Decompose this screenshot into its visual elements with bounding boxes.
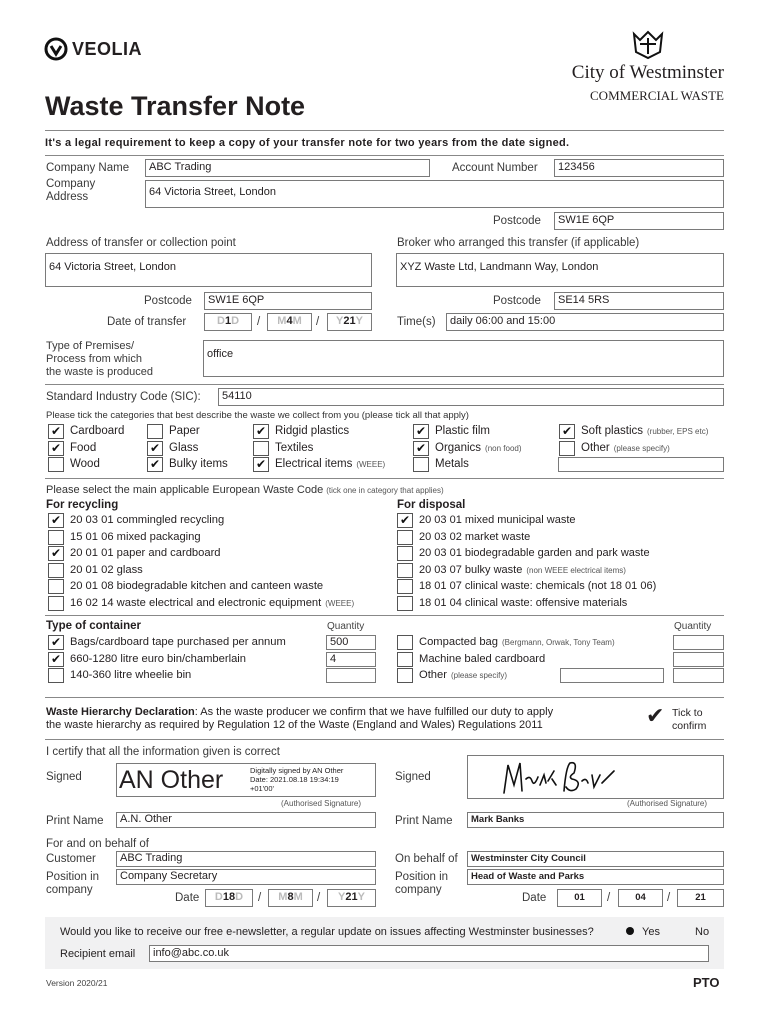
option-text: 140-360 litre wheelie bin <box>70 669 192 681</box>
broker-postcode-label: Postcode <box>493 295 541 307</box>
option-label-cont-l-2 <box>70 669 191 681</box>
day-placeholder-b: D <box>235 891 244 903</box>
option-text: Paper <box>169 425 200 437</box>
option-label-cat-10 <box>435 442 522 454</box>
option-label-cat-6 <box>275 425 349 437</box>
company-postcode-label: Postcode <box>493 215 541 227</box>
tick-label: Tick to confirm <box>672 707 707 732</box>
option-label-cat-4 <box>169 442 198 454</box>
month-placeholder-b: M <box>293 891 303 903</box>
option-label-cat-12 <box>581 425 708 437</box>
producer-date-year[interactable]: Y21Y <box>327 889 376 907</box>
option-text: Glass <box>169 441 199 454</box>
quantity-field-right-0[interactable] <box>673 635 724 650</box>
option-text: Textiles <box>275 441 314 454</box>
producer-date-label: Date <box>175 892 200 904</box>
collector-auth-label: (Authorised Signature) <box>627 799 708 808</box>
producer-position-label-2: company <box>46 884 93 896</box>
option-label-cat-2 <box>70 458 100 470</box>
producer-auth-label: (Authorised Signature) <box>281 799 362 808</box>
option-text: Plastic film <box>435 425 490 437</box>
checkbox-rec-4[interactable] <box>48 579 64 594</box>
option-label-cat-7 <box>275 442 313 454</box>
option-label-disp-3 <box>419 564 626 576</box>
quantity-field-right-2[interactable] <box>673 668 724 683</box>
company-address-field[interactable]: 64 Victoria Street, London <box>145 180 724 208</box>
option-label-cat-1 <box>70 442 96 454</box>
checkbox-cont-r-2[interactable] <box>397 668 413 683</box>
checkbox-rec-5[interactable] <box>48 596 64 611</box>
checkbox-cont-r-1[interactable] <box>397 652 413 667</box>
email-label: Recipient email <box>60 948 136 960</box>
option-text: 20 03 01 commingled recycling <box>70 514 225 526</box>
option-label-rec-0 <box>70 514 224 526</box>
account-number-label: Account Number <box>452 162 538 174</box>
producer-print-label: Print Name <box>46 815 104 827</box>
option-label-cat-9 <box>435 425 490 437</box>
producer-signature-name: AN Other <box>119 766 224 794</box>
producer-signed-label: Signed <box>46 771 82 783</box>
option-label-cont-l-1 <box>70 653 246 665</box>
option-text: 20 01 02 glass <box>70 563 143 576</box>
option-note: (Bergmann, Orwak, Tony Team) <box>502 638 615 647</box>
checkbox-cat-8[interactable]: ✔ <box>253 457 269 472</box>
option-label-rec-5 <box>70 597 354 609</box>
ewc-intro: Please select the main applicable European Waste Code (tick one in category that applies) <box>46 484 444 496</box>
other-container-field[interactable] <box>560 668 664 683</box>
collector-date-year[interactable]: 21 <box>677 889 724 907</box>
checkbox-cat-1[interactable]: ✔ <box>48 441 64 456</box>
option-label-rec-2 <box>70 547 221 559</box>
option-text: 20 03 01 mixed municipal waste <box>419 514 576 526</box>
quantity-field-0[interactable]: 500 <box>326 635 376 650</box>
collector-behalf-field[interactable]: Westminster City Council <box>467 851 724 867</box>
option-label-disp-1 <box>419 531 530 543</box>
option-text: Bags/cardboard tape purchased per annum <box>70 636 286 648</box>
option-text: Metals <box>435 458 469 470</box>
option-label-rec-3 <box>70 564 143 576</box>
westminster-crest-icon <box>630 30 666 63</box>
checkbox-cat-5[interactable]: ✔ <box>147 457 163 472</box>
checkbox-cat-6[interactable]: ✔ <box>253 424 269 439</box>
option-text: 15 01 06 mixed packaging <box>70 530 201 543</box>
veolia-logo <box>44 37 142 61</box>
collector-date-label: Date <box>522 892 547 904</box>
transfer-date-year[interactable]: Y21Y <box>327 313 372 331</box>
option-label-cat-5 <box>169 458 228 470</box>
page-title: Waste Transfer Note <box>45 91 306 121</box>
collector-signed-label: Signed <box>395 771 431 783</box>
checkbox-cat-4[interactable]: ✔ <box>147 441 163 456</box>
checkbox-disp-2[interactable] <box>397 546 413 561</box>
option-text: 18 01 04 clinical waste: offensive materials <box>419 596 628 609</box>
option-text: 20 03 07 bulky waste <box>419 563 523 576</box>
premises-field[interactable]: office <box>203 340 724 377</box>
option-text: Bulky items <box>169 458 228 470</box>
checkbox-rec-3[interactable] <box>48 563 64 578</box>
version-label: Version 2020/21 <box>46 978 108 988</box>
option-label-cont-r-2 <box>419 669 507 681</box>
option-label-disp-5 <box>419 597 627 609</box>
account-number-field[interactable]: 123456 <box>554 159 724 177</box>
transfer-date-label: Date of transfer <box>107 316 187 328</box>
collector-position-label-2: company <box>395 884 442 896</box>
checkbox-cont-l-1[interactable]: ✔ <box>48 652 64 667</box>
container-heading: Type of container <box>46 620 141 632</box>
checkbox-cat-13[interactable] <box>559 441 575 456</box>
option-text: Machine baled cardboard <box>419 652 546 665</box>
premises-label-3: the waste is produced <box>46 366 154 378</box>
month-placeholder-a: M <box>278 891 288 903</box>
radio-filled-icon <box>626 927 634 935</box>
checkbox-cat-7[interactable] <box>253 441 269 456</box>
checkbox-cat-12[interactable]: ✔ <box>559 424 575 439</box>
legal-notice: It's a legal requirement to keep a copy of your transfer note for two years from the date signed. <box>45 137 570 149</box>
behalf-text: For and on behalf of <box>46 838 149 850</box>
year-placeholder-b: Y <box>357 891 365 903</box>
checkbox-disp-1[interactable] <box>397 530 413 545</box>
collector-print-field[interactable]: Mark Banks <box>467 812 724 828</box>
checkbox-cont-l-2[interactable] <box>48 668 64 683</box>
producer-signature-box[interactable] <box>116 763 376 797</box>
option-text: Electrical items <box>275 458 353 470</box>
transfer-date-month[interactable]: M4M <box>267 313 312 331</box>
newsletter-yes-radio[interactable]: Yes <box>626 926 660 938</box>
checkbox-disp-3[interactable] <box>397 563 413 578</box>
option-text: 660-1280 litre euro bin/chamberlain <box>70 652 247 665</box>
company-name-field[interactable]: ABC Trading <box>145 159 430 177</box>
customer-field[interactable]: ABC Trading <box>116 851 376 867</box>
option-text: Soft plastics <box>581 425 643 437</box>
option-text: 18 01 07 clinical waste: chemicals (not 18 01 06) <box>419 580 657 592</box>
checkbox-rec-1[interactable] <box>48 530 64 545</box>
premises-label-1: Type of Premises/ <box>46 340 135 352</box>
producer-date-month[interactable]: M8M <box>268 889 313 907</box>
option-label-cat-0 <box>70 425 124 437</box>
option-text: Organics <box>435 441 482 454</box>
veolia-wordmark: VEOLIA <box>72 38 143 59</box>
pto-label: PTO <box>693 975 720 990</box>
hierarchy-declaration: Waste Hierarchy Declaration: As the waste producer we confirm that we have fulfilled our duty to apply the waste hierarchy as required by Regulation 12 of the Waste (England and Wales) Regulations 2011 <box>46 706 554 731</box>
newsletter-no-radio[interactable]: No <box>695 926 710 938</box>
option-text: Ridgid plastics <box>275 425 350 437</box>
checkbox-cat-0[interactable]: ✔ <box>48 424 64 439</box>
company-name-label: Company Name <box>46 162 130 174</box>
checkbox-cat-11[interactable] <box>413 457 429 472</box>
checkbox-rec-2[interactable]: ✔ <box>48 546 64 561</box>
option-text: Compacted bag <box>419 636 498 648</box>
checkbox-cat-3[interactable] <box>147 424 163 439</box>
broker-label: Broker who arranged this transfer (if applicable) <box>397 237 640 249</box>
collector-print-label: Print Name <box>395 815 453 827</box>
option-label-disp-0 <box>419 514 576 526</box>
transfer-address-label: Address of transfer or collection point <box>46 237 236 249</box>
option-note: (non food) <box>485 443 522 453</box>
transfer-postcode-field[interactable]: SW1E 6QP <box>204 292 372 310</box>
producer-position-field[interactable]: Company Secretary <box>116 869 376 885</box>
recycling-heading: For recycling <box>46 499 119 511</box>
checkbox-cont-r-0[interactable] <box>397 635 413 650</box>
option-label-disp-4 <box>419 580 656 592</box>
categories-intro: Please tick the categories that best describe the waste we collect from you (please tick all that apply) <box>46 410 469 421</box>
quantity-label-left: Quantity <box>327 621 365 632</box>
option-text: 20 03 01 biodegradable garden and park waste <box>419 547 650 559</box>
checkbox-rec-0[interactable]: ✔ <box>48 513 64 528</box>
quantity-field-right-1[interactable] <box>673 652 724 667</box>
newsletter-question: Would you like to receive our free e-newsletter, a regular update on issues affecting Westminster businesses? <box>60 926 594 938</box>
veolia-mark-icon <box>44 37 68 61</box>
transfer-address-field[interactable]: 64 Victoria Street, London <box>45 253 372 287</box>
checkbox-cat-2[interactable] <box>48 457 64 472</box>
transfer-date-day[interactable]: D1D <box>204 313 252 331</box>
option-note: (non WEEE electrical items) <box>526 565 626 575</box>
option-text: 20 01 01 paper and cardboard <box>70 547 221 559</box>
option-label-cat-13 <box>581 442 670 454</box>
option-label-rec-4 <box>70 580 323 592</box>
checkbox-disp-4[interactable] <box>397 579 413 594</box>
year-placeholder-a: Y <box>338 891 346 903</box>
date-sep: / <box>667 892 671 904</box>
council-dept: COMMERCIAL WASTE <box>590 88 724 103</box>
sic-label: Standard Industry Code (SIC): <box>46 391 201 403</box>
date-sep: / <box>258 892 262 904</box>
checkbox-cat-9[interactable]: ✔ <box>413 424 429 439</box>
date-sep: / <box>316 316 320 328</box>
collector-position-label-1: Position in <box>395 871 449 883</box>
time-label: Time(s) <box>397 316 436 328</box>
other-category-field[interactable] <box>558 457 724 472</box>
option-text: 20 01 08 biodegradable kitchen and canteen waste <box>70 580 324 592</box>
date-sep: / <box>607 892 611 904</box>
option-note: (please specify) <box>613 443 670 453</box>
producer-print-field[interactable]: A.N. Other <box>116 812 376 828</box>
producer-position-label-1: Position in <box>46 871 100 883</box>
handwritten-signature-icon <box>498 757 618 799</box>
collector-date-month[interactable]: 04 <box>618 889 663 907</box>
hierarchy-tick[interactable]: ✔ <box>646 703 665 728</box>
option-note: (WEEE) <box>325 598 355 608</box>
option-text: Other <box>419 669 447 681</box>
option-label-cont-r-0 <box>419 636 615 648</box>
checkbox-disp-5[interactable] <box>397 596 413 611</box>
council-name: City of Westminster <box>571 62 724 83</box>
option-text: Other <box>581 441 610 454</box>
customer-label: Customer <box>46 853 96 865</box>
option-label-cont-l-0 <box>70 636 286 648</box>
day-placeholder-a: D <box>214 891 223 903</box>
option-note: (please specify) <box>450 671 508 680</box>
option-label-cont-r-1 <box>419 653 545 665</box>
collector-position-field[interactable]: Head of Waste and Parks <box>467 869 724 885</box>
collector-signature-box[interactable] <box>467 755 724 799</box>
option-text: Cardboard <box>70 425 125 437</box>
option-label-rec-1 <box>70 531 201 543</box>
option-text: Food <box>70 441 97 454</box>
option-label-cat-11 <box>435 458 469 470</box>
email-field[interactable]: info@abc.co.uk <box>149 945 709 962</box>
option-text: 16 02 14 waste electrical and electronic equipment <box>70 596 322 609</box>
date-sep: / <box>317 892 321 904</box>
disposal-heading: For disposal <box>397 499 466 511</box>
checkbox-cont-l-0[interactable]: ✔ <box>48 635 64 650</box>
option-note: (WEEE) <box>356 460 386 469</box>
quantity-field-2[interactable] <box>326 668 376 683</box>
quantity-field-1[interactable]: 4 <box>326 652 376 667</box>
company-address-label-1: Company <box>46 178 96 190</box>
broker-postcode-field[interactable]: SE14 5RS <box>554 292 724 310</box>
option-note: (rubber, EPS etc) <box>647 427 709 436</box>
collector-date-day[interactable]: 01 <box>557 889 602 907</box>
option-label-cat-3 <box>169 425 200 437</box>
company-postcode-field[interactable]: SW1E 6QP <box>554 212 724 230</box>
broker-address-field[interactable]: XYZ Waste Ltd, Landmann Way, London <box>396 253 724 287</box>
checkbox-disp-0[interactable]: ✔ <box>397 513 413 528</box>
company-address-label-2: Address <box>46 191 89 203</box>
option-text: Wood <box>70 458 100 470</box>
producer-date-day[interactable]: D18D <box>205 889 253 907</box>
option-label-disp-2 <box>419 547 650 559</box>
checkbox-cat-10[interactable]: ✔ <box>413 441 429 456</box>
option-text: 20 03 02 market waste <box>419 530 531 543</box>
sic-field[interactable]: 54110 <box>218 388 724 406</box>
option-label-cat-8 <box>275 458 385 470</box>
transfer-postcode-label: Postcode <box>144 295 192 307</box>
collector-behalf-label: On behalf of <box>395 853 458 865</box>
quantity-label-right: Quantity <box>674 621 712 632</box>
certify-text: I certify that all the information given is correct <box>46 746 280 758</box>
digital-signature-text: Digitally signed by AN Other Date: 2021.08.18 19:34:19 +01'00' <box>250 766 344 793</box>
premises-label-2: Process from which <box>46 353 142 365</box>
time-field[interactable]: daily 06:00 and 15:00 <box>446 313 724 331</box>
date-sep: / <box>257 316 261 328</box>
